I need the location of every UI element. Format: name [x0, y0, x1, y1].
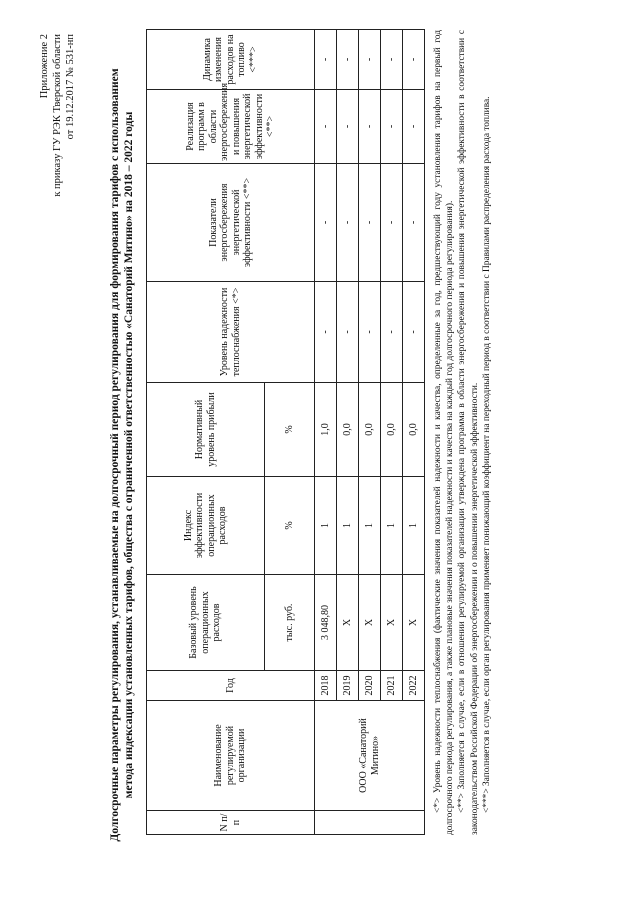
cell-fuel: -	[315, 30, 337, 90]
cell-year: 2020	[359, 671, 381, 701]
cell-programs: -	[403, 90, 425, 164]
header-profit: Нормативный уровень прибыли	[147, 383, 265, 477]
document-title: Долгосрочные параметры регулирования, устанавливаемые на долгосрочный период регулирования для формирования тарифов с использованием метода индексации установленных тарифов, общества с ограниченной ответственностью «Санаторий Митино» на 2018 – 2022 годы	[109, 68, 135, 842]
cell-year: 2021	[381, 671, 403, 701]
cell-energy: -	[381, 164, 403, 282]
cell-programs: -	[381, 90, 403, 164]
cell-fuel: -	[359, 30, 381, 90]
footnote-fuel: <***> Заполняется в случае, если орган регулирования применяет понижающий коэффициент на переходный период в соответствии с Правилами распределения расхода топлива.	[481, 96, 492, 813]
cell-reliability: -	[359, 282, 381, 383]
cell-profit: 0,0	[403, 383, 425, 477]
appendix-order-date: от 19.12.2017 № 531-нп	[65, 34, 76, 140]
unit-profit: %	[265, 383, 315, 477]
cell-year: 2022	[403, 671, 425, 701]
cell-index: 1	[381, 477, 403, 575]
cell-programs: -	[337, 90, 359, 164]
footnotes	[432, 30, 493, 835]
cell-reliability: -	[337, 282, 359, 383]
header-year: Год	[147, 671, 315, 701]
cell-energy: -	[337, 164, 359, 282]
cell-fuel: -	[381, 30, 403, 90]
cell-index: 1	[403, 477, 425, 575]
cell-reliability: -	[403, 282, 425, 383]
cell-year: 2018	[315, 671, 337, 701]
cell-programs: -	[359, 90, 381, 164]
cell-profit: 0,0	[381, 383, 403, 477]
footnote-energy-program: <**> Заполняется в случае, если в отношении регулируемой организации утверждена программа в области энергосбережения и повышения энергетической эффективности в соответствии с законодательством Российской Федерации об энергосбережении и о повышении энергетической эффективности.	[457, 30, 480, 835]
appendix-number: Приложение 2	[39, 34, 50, 99]
header-efficiency-index: Индекс эффективности операционных расходов	[147, 477, 265, 575]
parameters-table	[146, 29, 425, 835]
header-num: N п/п	[147, 811, 315, 835]
appendix-order-ref: к приказу ГУ РЭК Тверской области	[52, 34, 63, 197]
table-header-row	[147, 30, 265, 835]
header-energy-indicators: Показатели энергосбережения энергетической эффективности <**>	[147, 164, 315, 282]
cell-base: Х	[359, 575, 381, 671]
cell-base: Х	[381, 575, 403, 671]
unit-base: тыс. руб.	[265, 575, 315, 671]
org-name: ООО «Санаторий Митино»	[315, 701, 425, 811]
cell-base: Х	[337, 575, 359, 671]
header-org: Наименование регулируемой организации	[147, 701, 315, 811]
cell-base: Х	[403, 575, 425, 671]
cell-index: 1	[315, 477, 337, 575]
cell-reliability: -	[381, 282, 403, 383]
cell-reliability: -	[315, 282, 337, 383]
footnote-reliability: <*> Уровень надежности теплоснабжения (фактические значения показателей надежности и качества, определенные за год, предшествующий году установления тарифов на первый год долгосрочного периода регулирования, а также плановые значения показателей надежности и качества на каждый год долгосрочного периода регулирования).	[433, 30, 456, 835]
cell-energy: -	[315, 164, 337, 282]
appendix-header	[38, 34, 77, 197]
header-base-level: Базовый уровень операционных расходов	[147, 575, 265, 671]
cell-year: 2019	[337, 671, 359, 701]
unit-index: %	[265, 477, 315, 575]
cell-profit: 0,0	[337, 383, 359, 477]
cell-fuel: -	[337, 30, 359, 90]
cell-fuel: -	[403, 30, 425, 90]
cell-profit: 1,0	[315, 383, 337, 477]
cell-energy: -	[403, 164, 425, 282]
row-number	[315, 811, 425, 835]
cell-index: 1	[359, 477, 381, 575]
header-fuel-dynamics: Динамика изменения расходов на топливо <***>	[147, 30, 315, 90]
header-reliability: Уровень надежности теплоснабжения <*>	[147, 282, 315, 383]
cell-base: 3 048,80	[315, 575, 337, 671]
cell-energy: -	[359, 164, 381, 282]
cell-index: 1	[337, 477, 359, 575]
table-row	[315, 30, 337, 835]
cell-programs: -	[315, 90, 337, 164]
header-energy-programs: Реализация программ в области энергосбережения и повышения энергетической эффективности <**>	[147, 90, 315, 164]
cell-profit: 0,0	[359, 383, 381, 477]
